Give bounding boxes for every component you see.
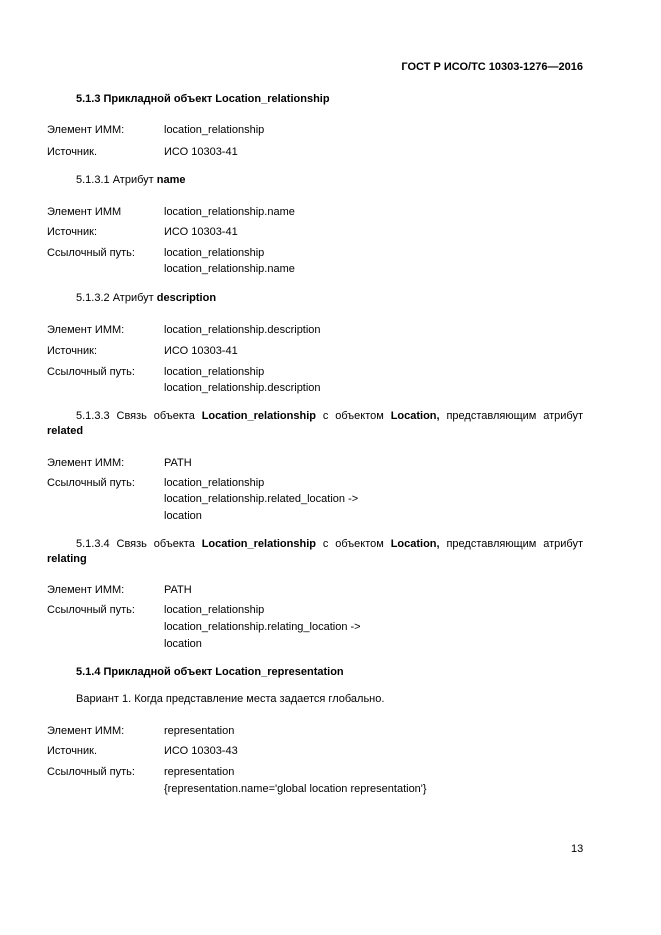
section-heading-5-1-3-3 [47,410,583,422]
field-label: Ссылочный путь: [47,477,135,489]
field-value: location_relationship.relating_location -> [164,621,361,633]
field-value: ИСО 10303-41 [164,226,238,238]
field-label: Ссылочный путь: [47,604,135,616]
heading-word: представляющим [446,410,537,422]
object-name: Location_relationship [201,538,316,550]
section-number: 5.1.3.4 [76,538,110,550]
heading-word: Связь [116,410,147,422]
field-value: representation [164,725,235,737]
field-label: Элемент ИММ: [47,725,125,737]
field-value: ИСО 10303-41 [164,345,238,357]
variant-paragraph: Вариант 1. Когда представление места задается глобально. [76,693,385,705]
attribute-name: description [156,292,217,304]
field-label: Элемент ИММ: [47,584,125,596]
field-value: ИСО 10303-43 [164,745,238,757]
field-label: Ссылочный путь: [47,766,135,778]
field-value: location_relationship [164,604,265,616]
document-header: ГОСТ Р ИСО/ТС 10303-1276—2016 [401,61,583,73]
field-value: location_relationship.name [164,206,295,218]
field-value: location_relationship.related_location -> [164,493,359,505]
attribute-name: related [47,425,84,437]
field-label: Ссылочный путь: [47,366,135,378]
heading-word: с [322,538,329,550]
section-heading-5-1-3-2 [76,292,216,304]
field-value: location_relationship [164,477,265,489]
section-number: 5.1.3.2 Атрибут [76,292,157,304]
heading-word: атрибут [543,538,583,550]
field-value: representation [164,766,235,778]
field-value: ИСО 10303-41 [164,146,238,158]
field-label: Элемент ИММ: [47,457,125,469]
field-label: Элемент ИММ: [47,124,125,136]
section-heading-5-1-3: 5.1.3 Прикладной объект Location_relationship [76,93,330,105]
section-number: 5.1.3.1 Атрибут [76,174,157,186]
section-heading-5-1-4: 5.1.4 Прикладной объект Location_representation [76,666,344,678]
field-value: {representation.name='global location representation'} [164,783,427,795]
field-value: location_relationship [164,124,265,136]
heading-word: атрибут [543,410,583,422]
field-value: PATH [164,584,192,596]
field-value: PATH [164,457,192,469]
field-value: location [164,638,202,650]
field-value: location_relationship [164,366,265,378]
field-label: Элемент ИММ: [47,324,125,336]
heading-word: с [322,410,329,422]
field-value: location [164,510,202,522]
field-label: Источник. [47,745,98,757]
heading-word: объекта [153,410,195,422]
field-value: location_relationship.description [164,382,321,394]
field-label: Источник: [47,345,98,357]
section-heading-5-1-3-4 [47,538,583,550]
section-heading-5-1-3-1 [76,174,186,186]
page-number: 13 [571,843,584,855]
object-name: Location_relationship [201,410,316,422]
heading-word: объектом [335,538,384,550]
object-name: Location, [390,538,440,550]
object-name: Location, [390,410,440,422]
heading-word: объектом [335,410,384,422]
field-label: Источник: [47,226,98,238]
heading-word: объекта [153,538,195,550]
field-label: Ссылочный путь: [47,247,135,259]
field-label: Источник. [47,146,98,158]
attribute-name: name [156,174,186,186]
heading-word: Связь [116,538,147,550]
heading-word: представляющим [446,538,537,550]
field-value: location_relationship.description [164,324,321,336]
section-number: 5.1.3.3 [76,410,110,422]
field-label: Элемент ИММ [47,206,122,218]
field-value: location_relationship [164,247,265,259]
attribute-name: relating [47,553,87,565]
field-value: location_relationship.name [164,263,295,275]
